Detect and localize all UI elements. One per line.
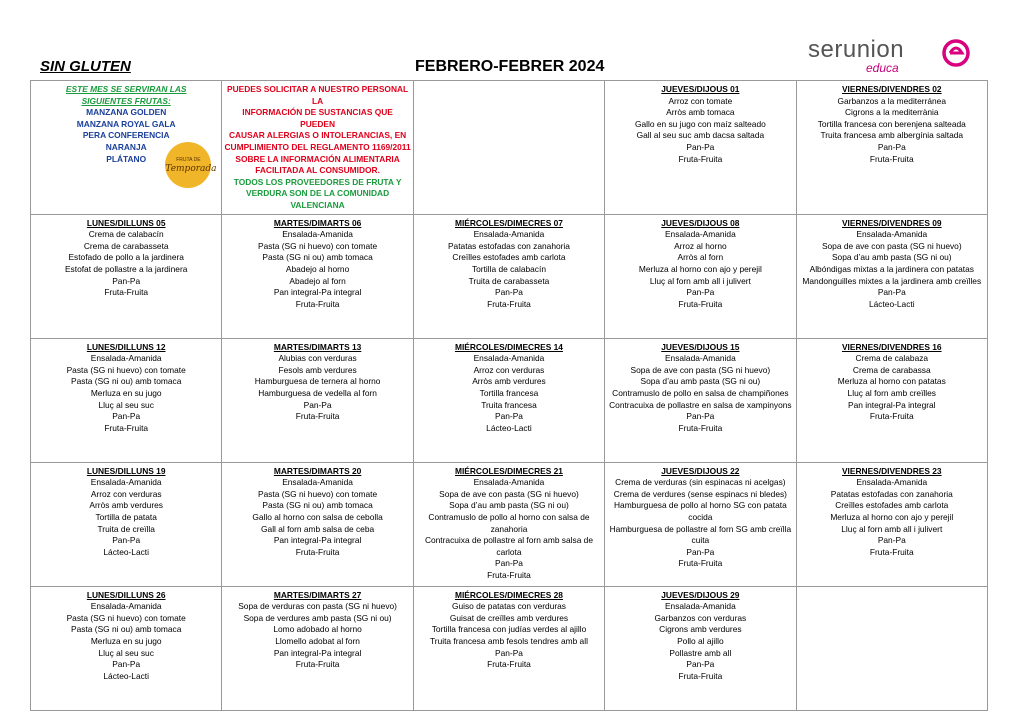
dish-item: Fruta-Fruita xyxy=(295,411,340,422)
dish-item: Contramuslo de pollo al horno con salsa de zanahoria xyxy=(428,511,590,534)
dish-item: Merluza al horno con ajo y perejil xyxy=(638,263,762,274)
day-cell xyxy=(31,586,222,710)
dish-item: Crema de verduras (sin espinacas ni acelgas) xyxy=(615,477,786,488)
day-heading: JUEVES/DIJOUS 29 xyxy=(661,589,740,600)
fruit-item: MANZANA GOLDEN xyxy=(86,107,167,118)
badge-top-text: FRUTA DE xyxy=(176,157,201,163)
dish-item: Fruta-Fruita xyxy=(295,298,340,309)
dish-item: Pan-Pa xyxy=(686,659,715,670)
dish-item: Llomello adobat al forn xyxy=(275,635,360,646)
empty-cell xyxy=(796,586,987,710)
dish-item: Truita de creïlla xyxy=(97,523,155,534)
dish-item: Fruta-Fruita xyxy=(678,298,723,309)
day-cell xyxy=(31,214,222,338)
dish-item: Truita francesa xyxy=(481,399,537,410)
dish-item: Pan-Pa xyxy=(495,647,523,658)
dish-item: Hamburguesa de pollastre al forn SG amb creïlla cuita xyxy=(609,523,792,546)
day-heading: VIERNES/DIVENDRES 23 xyxy=(841,465,942,476)
dish-item: Fruta-Fruita xyxy=(869,153,914,164)
dish-item: Ensalada-Amanida xyxy=(282,229,353,240)
day-cell xyxy=(413,462,604,586)
dish-item: Cigrons amb verdures xyxy=(659,624,742,635)
dish-item: Pan-Pa xyxy=(495,411,523,422)
dish-item: Truita de carabasseta xyxy=(468,275,550,286)
day-heading: VIERNES/DIVENDRES 09 xyxy=(841,217,942,228)
day-heading: LUNES/DILLUNS 12 xyxy=(86,341,166,352)
day-cell xyxy=(796,81,987,215)
dish-item: Pasta (SG ni ou) amb tomaca xyxy=(262,252,373,263)
week-row xyxy=(31,214,988,338)
day-heading: JUEVES/DIJOUS 08 xyxy=(661,217,740,228)
dish-item: Abadejo al horno xyxy=(285,263,350,274)
day-heading: LUNES/DILLUNS 19 xyxy=(86,465,166,476)
dish-item: Ensalada-Amanida xyxy=(90,601,162,612)
dish-item: Pasta (SG ni huevo) con tomate xyxy=(257,240,378,251)
day-cell xyxy=(222,586,413,710)
dish-item: Fruta-Fruita xyxy=(104,287,149,298)
brand-sub: educa xyxy=(866,61,899,75)
dish-item: Merluza al horno con patatas xyxy=(837,376,946,387)
dish-item: Pan integral-Pa integral xyxy=(273,535,362,546)
dish-item: Hamburguesa de ternera al horno xyxy=(254,376,381,387)
dish-item: Arròs amb verdures xyxy=(472,376,546,387)
dish-item: Tortilla francesa con berenjena salteada xyxy=(817,118,966,129)
dish-item: Pan integral-Pa integral xyxy=(273,647,362,658)
day-cell xyxy=(31,338,222,462)
allergen-notice-line: CUMPLIMIENTO DEL REGLAMENTO 1169/2011 xyxy=(224,141,411,152)
dish-item: Fruta-Fruita xyxy=(869,546,914,557)
dish-item: Fruta-Fruita xyxy=(678,422,723,433)
day-cell xyxy=(605,81,796,215)
dish-item: Pan-Pa xyxy=(686,411,715,422)
dish-item: Lluç al forn amb all i julivert xyxy=(841,523,943,534)
fruit-item: PERA CONFERENCIA xyxy=(82,130,170,141)
dish-item: Sopa d’au amb pasta (SG ni ou) xyxy=(449,500,569,511)
dish-item: Crema de verdures (sense espinacs ni bledes) xyxy=(613,488,787,499)
dish-item: Garbanzos a la mediterránea xyxy=(837,95,947,106)
dish-item: Pasta (SG ni ou) amb tomaca xyxy=(262,500,373,511)
dish-item: Pan integral-Pa integral xyxy=(273,287,362,298)
dish-item: Pan-Pa xyxy=(303,399,332,410)
dish-item: Ensalada-Amanida xyxy=(473,477,545,488)
dish-item: Ensalada-Amanida xyxy=(664,229,736,240)
suppliers-notice-line: VALENCIANA xyxy=(290,199,345,210)
day-heading: VIERNES/DIVENDRES 16 xyxy=(841,341,942,352)
dish-item: Merluza en su jugo xyxy=(90,387,162,398)
dish-item: Pollastre amb all xyxy=(669,647,732,658)
week-row xyxy=(31,586,988,710)
day-cell xyxy=(413,586,604,710)
diet-label: SIN GLUTEN xyxy=(40,58,131,75)
dish-item: Gall al forn amb salsa de ceba xyxy=(261,523,375,534)
allergen-notice-line: PUEDES SOLICITAR A NUESTRO PERSONAL LA xyxy=(227,84,409,106)
day-cell xyxy=(796,214,987,338)
dish-item: Pan-Pa xyxy=(686,287,715,298)
dish-item: Crema de calabacín xyxy=(88,229,164,240)
dish-item: Pasta (SG ni huevo) con tomate xyxy=(66,612,186,623)
dish-item: Patatas estofadas con zanahoria xyxy=(447,240,570,251)
dish-item: Truita francesa amb albergínia saltada xyxy=(820,130,964,141)
dish-item: Fruta-Fruita xyxy=(487,569,531,580)
seasonal-fruit-badge xyxy=(165,142,217,188)
dish-item: Tortilla de calabacín xyxy=(471,263,546,274)
dish-item: Sopa de verdures amb pasta (SG ni ou) xyxy=(243,612,392,623)
day-cell xyxy=(222,462,413,586)
day-cell xyxy=(605,338,796,462)
dish-item: Fruta-Fruita xyxy=(678,153,723,164)
dish-item: Guiso de patatas con verduras xyxy=(451,601,566,612)
dish-item: Estofado de pollo a la jardinera xyxy=(68,252,184,263)
dish-item: Fruta-Fruita xyxy=(295,659,340,670)
brand-logo-icon xyxy=(942,38,970,68)
dish-item: Fruta-Fruita xyxy=(295,546,340,557)
dish-item: Ensalada-Amanida xyxy=(90,353,162,364)
dish-item: Tortilla francesa xyxy=(479,387,539,398)
dish-item: Guisat de creïlles amb verdures xyxy=(449,612,569,623)
day-heading: MIÉRCOLES/DIMECRES 07 xyxy=(454,217,563,228)
brand-name: serunion xyxy=(808,36,905,63)
dish-item: Abadejo al forn xyxy=(289,275,346,286)
day-cell xyxy=(605,214,796,338)
day-cell xyxy=(31,462,222,586)
suppliers-notice-line: TODOS LOS PROVEEDORES DE FRUTA Y xyxy=(233,176,402,187)
allergen-notice-cell xyxy=(222,81,413,215)
dish-item: Pan integral-Pa integral xyxy=(848,399,936,410)
day-heading: VIERNES/DIVENDRES 02 xyxy=(841,84,942,94)
dish-item: Contracuixa de pollastre en salsa de xampinyons xyxy=(609,399,792,410)
dish-item: Pan-Pa xyxy=(495,558,523,569)
dish-item: Lácteo-Lacti xyxy=(103,546,149,557)
dish-item: Mandonguilles mixtes a la jardinera amb creïlles xyxy=(802,275,982,286)
dish-item: Garbanzos con verduras xyxy=(654,612,747,623)
dish-item: Fruta-Fruita xyxy=(104,422,149,433)
allergen-notice-line: CAUSAR ALERGIAS O INTOLERANCIAS, EN xyxy=(228,130,407,141)
dish-item: Merluza al horno con ajo y perejil xyxy=(830,511,954,522)
dish-item: Arroz con verduras xyxy=(473,364,545,375)
fruit-item: MANZANA ROYAL GALA xyxy=(76,118,176,129)
dish-item: Fruta-Fruita xyxy=(869,411,914,422)
fruit-item: NARANJA xyxy=(105,141,147,152)
page-title: FEBRERO-FEBRER 2024 xyxy=(415,58,605,75)
dish-item: Pasta (SG ni ou) amb tomaca xyxy=(71,376,182,387)
dish-item: Pan-Pa xyxy=(112,411,141,422)
day-cell xyxy=(413,214,604,338)
dish-item: Creïlles estofades amb carlota xyxy=(835,500,949,511)
dish-item: Sopa de ave con pasta (SG ni huevo) xyxy=(630,364,771,375)
dish-item: Patatas estofadas con zanahoria xyxy=(830,488,953,499)
dish-item: Tortilla de patata xyxy=(95,511,157,522)
fruit-item: PLÁTANO xyxy=(106,153,147,164)
dish-item: Hamburguesa de vedella al forn xyxy=(258,387,377,398)
dish-item: Lácteo-Lacti xyxy=(868,298,915,309)
dish-item: Ensalada-Amanida xyxy=(664,601,736,612)
week-row xyxy=(31,462,988,586)
dish-item: Albóndigas mixtas a la jardinera con patatas xyxy=(809,263,974,274)
dish-item: Gallo en su jugo con maíz salteado xyxy=(634,118,766,129)
day-heading: JUEVES/DIJOUS 15 xyxy=(661,341,740,352)
dish-item: Ensalada-Amanida xyxy=(856,229,928,240)
dish-item: Ensalada-Amanida xyxy=(282,477,353,488)
day-heading: MARTES/DIMARTS 27 xyxy=(273,589,362,600)
dish-item: Arròs al forn xyxy=(677,252,724,263)
dish-item: Pan-Pa xyxy=(112,659,141,670)
day-cell xyxy=(222,338,413,462)
dish-item: Lluç al forn amb all i julivert xyxy=(649,275,751,286)
dish-item: Contracuixa de pollastre al forn amb salsa de carlota xyxy=(424,535,593,557)
dish-item: Ensalada-Amanida xyxy=(664,353,736,364)
dish-item: Pasta (SG ni huevo) con tomate xyxy=(66,364,186,375)
dish-item: Lluç al seu suc xyxy=(98,399,154,410)
dish-item: Fruta-Fruita xyxy=(678,558,723,569)
dish-item: Lácteo-Lacti xyxy=(103,670,149,681)
day-heading: MIÉRCOLES/DIMECRES 28 xyxy=(454,589,563,600)
day-heading: MIÉRCOLES/DIMECRES 21 xyxy=(454,465,563,476)
dish-item: Crema de calabaza xyxy=(855,353,929,364)
day-cell xyxy=(605,462,796,586)
dish-item: Fruta-Fruita xyxy=(487,298,531,309)
dish-item: Pan-Pa xyxy=(877,535,906,546)
day-heading: MIÉRCOLES/DIMECRES 14 xyxy=(454,341,563,352)
dish-item: Sopa de ave con pasta (SG ni huevo) xyxy=(439,488,579,499)
dish-item: Pan-Pa xyxy=(686,141,715,152)
day-cell xyxy=(605,586,796,710)
day-heading: MARTES/DIMARTS 20 xyxy=(273,465,362,476)
dish-item: Ensalada-Amanida xyxy=(473,353,545,364)
dish-item: Alubias con verduras xyxy=(278,353,357,364)
dish-item: Cigrons a la mediterrània xyxy=(844,107,939,118)
fruits-title: SIGUIENTES FRUTAS: xyxy=(81,95,171,106)
dish-item: Truita francesa amb fesols tendres amb all xyxy=(429,635,588,646)
dish-item: Arroz con verduras xyxy=(90,488,162,499)
suppliers-notice-line: VERDURA SON DE LA COMUNIDAD xyxy=(246,188,390,199)
dish-item: Ensalada-Amanida xyxy=(856,477,928,488)
day-cell xyxy=(222,214,413,338)
dish-item: Contramuslo de pollo en salsa de champiñones xyxy=(612,387,789,398)
dish-item: Pan-Pa xyxy=(495,287,523,298)
day-heading: LUNES/DILLUNS 26 xyxy=(86,589,166,600)
dish-item: Pan-Pa xyxy=(686,546,715,557)
dish-item: Gallo al horno con salsa de cebolla xyxy=(252,511,383,522)
dish-item: Pan-Pa xyxy=(877,141,906,152)
dish-item: Pasta (SG ni ou) amb tomaca xyxy=(71,624,182,635)
dish-item: Sopa d’au amb pasta (SG ni ou) xyxy=(831,252,952,263)
dish-item: Arròs amb verdures xyxy=(89,500,163,511)
week-row xyxy=(31,338,988,462)
dish-item: Sopa de ave con pasta (SG ni huevo) xyxy=(821,240,962,251)
dish-item: Ensalada-Amanida xyxy=(473,229,545,240)
week-row xyxy=(31,81,988,215)
dish-item: Estofat de pollastre a la jardinera xyxy=(64,263,188,274)
badge-bottom-text: Temporada xyxy=(165,164,217,174)
dish-item: Pan-Pa xyxy=(112,275,141,286)
dish-item: Lácteo-Lacti xyxy=(486,422,532,433)
dish-item: Arroz con tomate xyxy=(668,95,733,106)
dish-item: Fesols amb verdures xyxy=(278,364,357,375)
brand-logo xyxy=(808,36,968,76)
dish-item: Crema de carabassa xyxy=(852,364,931,375)
day-cell xyxy=(796,462,987,586)
dish-item: Crema de carabasseta xyxy=(83,240,169,251)
fruits-title: ESTE MES SE SERVIRAN LAS xyxy=(65,84,187,94)
dish-item: Fruta-Fruita xyxy=(487,659,531,670)
dish-item: Arroz al horno xyxy=(674,240,727,251)
dish-item: Gall al seu suc amb dacsa saltada xyxy=(636,130,765,141)
allergen-notice-line: INFORMACIÓN DE SUSTANCIAS QUE PUEDEN xyxy=(242,107,393,129)
empty-cell xyxy=(413,81,604,215)
dish-item: Lluç al seu suc xyxy=(98,647,154,658)
day-heading: JUEVES/DIJOUS 22 xyxy=(661,465,740,476)
dish-item: Pan-Pa xyxy=(112,535,141,546)
dish-item: Lomo adobado al horno xyxy=(273,624,362,635)
day-heading: LUNES/DILLUNS 05 xyxy=(86,217,166,228)
fruits-info-cell xyxy=(31,81,222,215)
dish-item: Tortilla francesa con judías verdes al ajillo xyxy=(431,624,587,635)
dish-item: Merluza en su jugo xyxy=(90,635,162,646)
dish-item: Creïlles estofades amb carlota xyxy=(452,252,566,263)
dish-item: Fruta-Fruita xyxy=(678,670,723,681)
allergen-notice-line: FACILITADA AL CONSUMIDOR. xyxy=(255,165,380,176)
fruits-info xyxy=(33,84,219,174)
dish-item: Lluç al forn amb creïlles xyxy=(847,387,936,398)
day-cell xyxy=(413,338,604,462)
dish-item: Hamburguesa de pollo al horno SG con patata cocida xyxy=(614,500,787,522)
dish-item: Arròs amb tomaca xyxy=(666,107,735,118)
day-heading: MARTES/DIMARTS 06 xyxy=(273,217,362,228)
dish-item: Pasta (SG ni huevo) con tomate xyxy=(257,488,378,499)
dish-item: Pan-Pa xyxy=(877,287,906,298)
dish-item: Pollo al ajillo xyxy=(677,635,724,646)
allergen-notice-line: SOBRE LA INFORMACIÓN ALIMENTARIA xyxy=(235,153,400,164)
dish-item: Ensalada-Amanida xyxy=(90,477,162,488)
dish-item: Sopa de verduras con pasta (SG ni huevo) xyxy=(238,601,397,612)
dish-item: Sopa d’au amb pasta (SG ni ou) xyxy=(640,376,761,387)
menu-calendar xyxy=(30,80,988,711)
day-cell xyxy=(796,338,987,462)
day-heading: JUEVES/DIJOUS 01 xyxy=(661,84,740,94)
day-heading: MARTES/DIMARTS 13 xyxy=(273,341,362,352)
